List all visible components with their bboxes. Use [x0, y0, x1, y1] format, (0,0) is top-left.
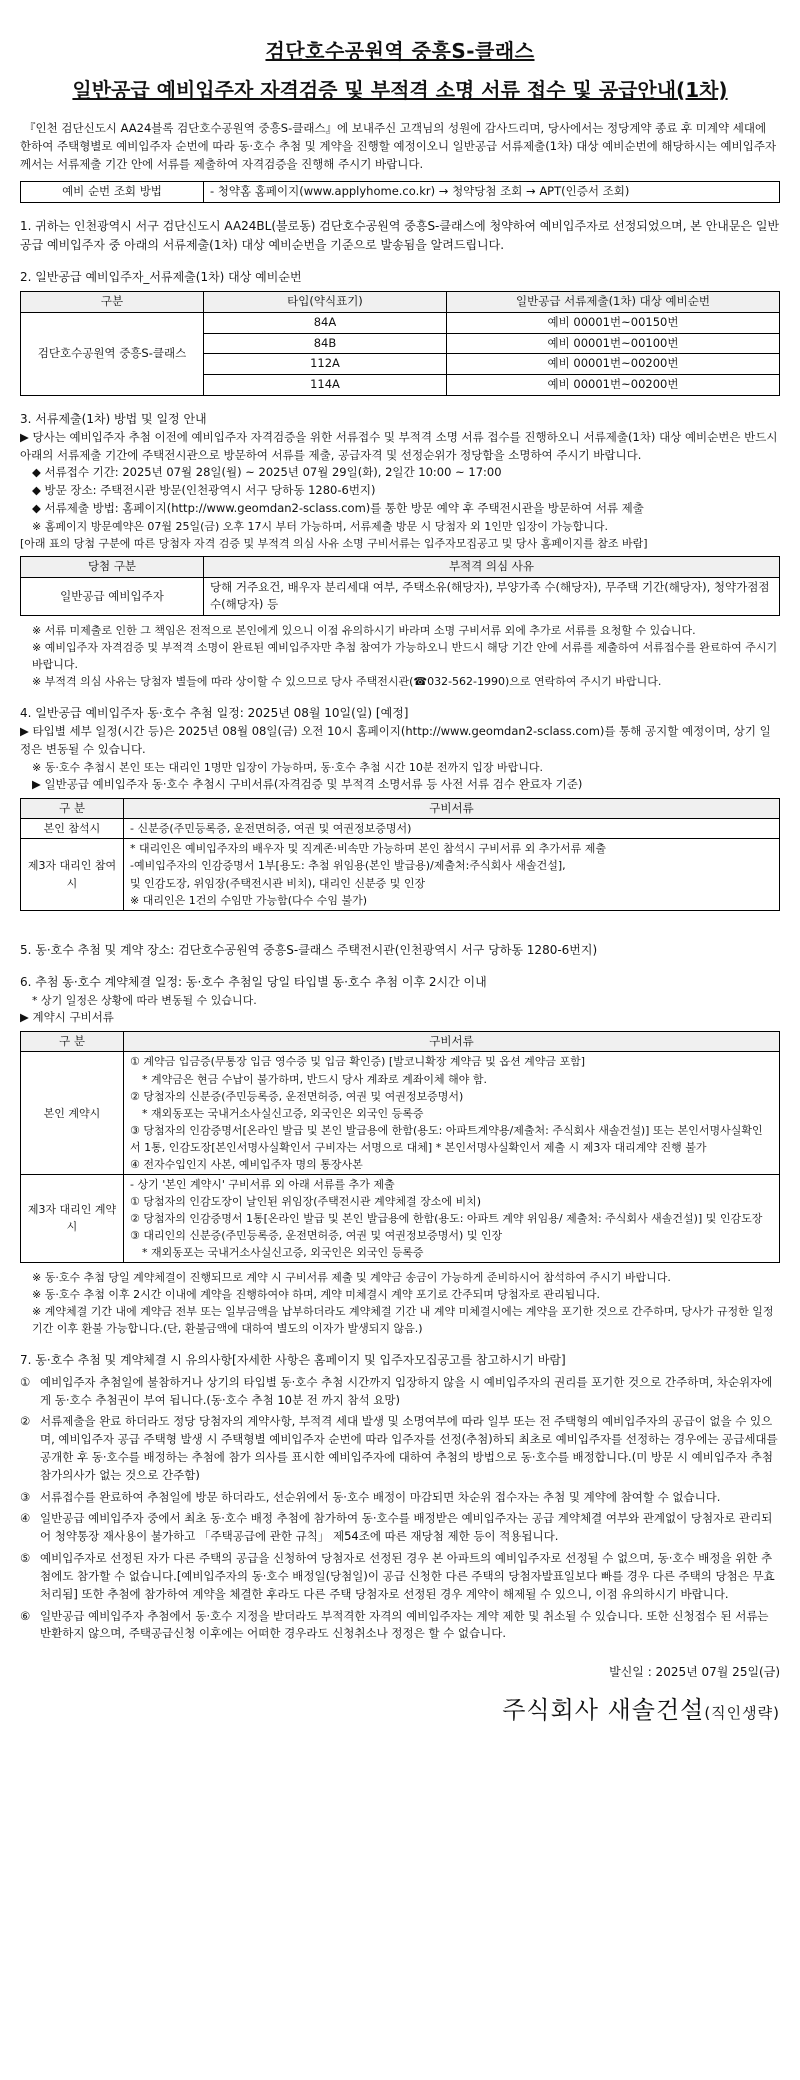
- reservation-note: ※ 홈페이지 방문예약은 07월 25일(금) 오후 17시 부터 가능하며, 서류제출 방문 시 당첨자 외 1인만 입장이 가능합니다.: [32, 519, 609, 533]
- list-number: ④: [20, 1511, 31, 1526]
- reference-note: [아래 표의 당첨 구분에 따른 당첨자 자격 검증 및 부적격 의심 사유 소명 구비서류는 입주자모집공고 및 당사 홈페이지를 참조 바람]: [20, 536, 648, 550]
- table-cell: 84B: [204, 333, 447, 354]
- table-header: 부적격 의심 사유: [204, 556, 780, 577]
- list-text: 서류접수를 완료하여 추첨일에 방문 하더라도, 선순위에서 동·호수 배정이 마감되면 차순위 접수자는 추첨 및 계약에 참여할 수 없습니다.: [40, 1489, 721, 1504]
- table-header: 구 분: [21, 798, 124, 819]
- table-cell: [124, 1052, 780, 1174]
- doc-item: * 재외동포는 국내거소사실신고증, 외국인은 외국인 등록증: [142, 1106, 424, 1120]
- table-cell: 예비 00001번~00150번: [447, 312, 780, 333]
- doc-item: ① 당첨자의 인감도장이 날인된 위임장(주택전시관 계약체결 장소에 비치): [130, 1194, 482, 1208]
- doc-item: ② 당첨자의 신분증(주민등록증, 운전면허증, 여권 및 여권정보증명서): [130, 1089, 464, 1103]
- proxy-line: * 대리인은 예비입주자의 배우자 및 직계존·비속만 가능하며 본인 참석시 구비서류 외 추가서류 제출: [130, 842, 606, 856]
- lookup-label: 예비 순번 조회 방법: [21, 182, 204, 203]
- disqualification-table: [20, 556, 780, 616]
- table-cell: 112A: [204, 354, 447, 375]
- doc-item: ④ 전자수입인지 사본, 예비입주자 명의 통장사본: [130, 1157, 363, 1171]
- note-eligibility: ※ 예비입주자 자격검증 및 부적격 소명이 완료된 예비입주자만 추첨 참여가 가능하오니 반드시 해당 기간 안에 서류를 제출하여 서류접수를 완료하여 주시기 바랍니다.: [32, 641, 778, 672]
- section-3-title: 3. 서류제출(1차) 방법 및 일정 안내: [20, 412, 207, 427]
- issue-date: 발신일 : 2025년 07월 25일(금): [609, 1665, 780, 1680]
- table-cell: 일반공급 예비입주자: [21, 577, 204, 616]
- list-item: [20, 1413, 780, 1484]
- list-text: 예비입주자로 선정된 자가 다른 주택의 공급을 신청하여 당첨자로 선정된 경우 본 아파트의 예비입주자로 선정될 수 없으며, 동·호수 배정을 위한 추첨에도 참가할 수 없습니다.[예비입주자의 동·호수 배정일(당첨일)이 공급 신청한 다른 주택의 당첨자발표일보다 빠를 경우 다른 주택의 당첨은 무효 처리됨] 또한 추첨에 참가하여 계약을 체결한 후라도 다른 주택 당첨자로 선정된 경우 계약이 해제될 수 있으니, 이점 유의하시기 바랍니다.: [40, 1551, 775, 1601]
- lottery-docs-heading: ▶ 일반공급 예비입주자 동·호수 추첨시 구비서류(자격검증 및 부적격 소명서류 등 사전 서류 검수 완료자 기준): [32, 776, 583, 791]
- table-cell: [124, 1174, 780, 1262]
- lookup-table: [20, 181, 780, 203]
- schedule-notice: ▶ 타입별 세부 일정(시간 등)은 2025년 08월 08일(금) 오전 10시 홈페이지(http://www.geomdan2-sclass.com)를 통해 공지할 예정이며, 상기 일정은 변동될 수 있습니다.: [20, 724, 771, 756]
- contract-deadline-note: ※ 동·호수 추첨 이후 2시간 이내에 계약을 진행하여야 하며, 계약 미체결시 계약 포기로 간주되며 당첨자로 관리됩니다.: [32, 1288, 600, 1302]
- section-5: 5. 동·호수 추첨 및 계약 장소: 검단호수공원역 중흥S-클래스 주택전시관(인천광역시 서구 당하동 1280-6번지): [20, 942, 598, 957]
- section-4-title: 4. 일반공급 예비입주자 동·호수 추첨 일정: 2025년 08월 10일(일) [예정]: [20, 706, 409, 721]
- list-number: ①: [20, 1374, 31, 1389]
- table-cell: 예비 00001번~00200번: [447, 354, 780, 375]
- contract-docs-heading: ▶ 계약시 구비서류: [20, 1009, 114, 1024]
- list-item: [20, 1608, 780, 1644]
- doc-item: ③ 당첨자의 인감증명서[온라인 발급 및 본인 발급용에 한함(용도: 아파트계약용/제출처: 주식회사 새솔건설)] 또는 본인서명사실확인서 1통, 인감도장[본인서명사실확인서 구비자는 서명으로 대체] * 본인서명사실확인서 제출 시 제3자 대리계약 진행 불가: [130, 1123, 763, 1154]
- lookup-value: - 청약홈 홈페이지(www.applyhome.co.kr) → 청약당첨 조회 → APT(인증서 조회): [204, 182, 780, 203]
- schedule-change-note: * 상기 일정은 상황에 따라 변동될 수 있습니다.: [32, 993, 257, 1007]
- list-number: ②: [20, 1414, 31, 1429]
- table-cell: - 신분증(주민등록증, 운전면허증, 여권 및 여권정보증명서): [124, 819, 780, 839]
- table-cell: 84A: [204, 312, 447, 333]
- refund-note: ※ 계약체결 기간 내에 계약금 전부 또는 일부금액을 납부하더라도 계약체결 기간 내 계약 미체결시에는 계약을 포기한 것으로 간주하며, 당사가 규정한 일정기간 이후 환불 가능합니다.(단, 환불금액에 대하여 별도의 이자가 발생되지 않음.): [32, 1305, 774, 1336]
- list-item: [20, 1489, 780, 1507]
- table-cell: 예비 00001번~00200번: [447, 375, 780, 396]
- section-6-title: 6. 추첨 동·호수 계약체결 일정: 동·호수 추첨일 당일 타입별 동·호수 추첨 이후 2시간 이내: [20, 975, 487, 990]
- proxy-line: 및 인감도장, 위임장(주택전시관 비치), 대리인 신분증 및 인장: [130, 876, 426, 890]
- lottery-docs-table: [20, 798, 780, 911]
- contract-note: ※ 동·호수 추첨 당일 계약체결이 진행되므로 계약 시 구비서류 제출 및 계약금 송금이 가능하게 준비하시어 참석하여 주시기 바랍니다.: [32, 1271, 671, 1285]
- table-cell: 예비 00001번~00100번: [447, 333, 780, 354]
- table-header: 일반공급 서류제출(1차) 대상 예비순번: [447, 292, 780, 313]
- list-number: ⑤: [20, 1551, 31, 1566]
- page-subtitle: 일반공급 예비입주자 자격검증 및 부적격 소명 서류 접수 및 공급안내(1차): [72, 78, 728, 102]
- notice-page: [20, 0, 780, 1729]
- list-text: 서류제출을 완료 하더라도 정당 당첨자의 계약사항, 부적격 세대 발생 및 소명여부에 따라 일부 또는 전 주택형의 예비입주자의 공급이 없을 수 있으며, 예비입주자 공급 주택형 발생 시 주택형별 예비입주자 순번에 따라 입주자를 선정(추첨)하되 최초로 예비입주자를 선정하는 경우에는 공급세대를 공개한 후 동·호수를 배정하는 추첨에 참가 의사를 표시한 예비입주자에 대하여 추첨의 방법으로 동·호수를 배정합니다.(미 방문 시 예비입주자 추첨 참가의사가 없는 것으로 간주함): [40, 1414, 778, 1482]
- section-3-paragraph: ▶ 당사는 예비입주자 추첨 이전에 예비입주자 자격검증을 위한 서류접수 및 부적격 소명 서류 접수를 진행하오니 서류제출(1차) 대상 예비순번은 반드시 아래의 서류제출 기간에 주택전시관으로 방문하여 서류를 제출, 공급자격 및 선정순위가 정당함을 소명하여 주시기 바랍니다.: [20, 429, 778, 462]
- list-text: 일반공급 예비입주자 추첨에서 동·호수 지정을 받더라도 부적격한 자격의 예비입주자는 계약 제한 및 취소될 수 있습니다. 또한 신청접수 된 서류는 반환하지 않으며, 주택공급신청 이후에는 어떠한 경우라도 신청취소나 정정은 할 수 없습니다.: [40, 1608, 769, 1641]
- table-header: 타입(약식표기): [204, 292, 447, 313]
- proxy-line: ※ 대리인은 1건의 수임만 가능함(다수 수임 불가): [130, 893, 368, 907]
- section-2-title: 2. 일반공급 예비입주자_서류제출(1차) 대상 예비순번: [20, 270, 302, 285]
- table-header: 구비서류: [124, 1031, 780, 1052]
- entry-note: ※ 동·호수 추첨시 본인 또는 대리인 1명만 입장이 가능하며, 동·호수 추첨 시간 10분 전까지 입장 바랍니다.: [32, 760, 544, 774]
- list-number: ⑥: [20, 1608, 31, 1623]
- doc-item: * 계약금은 현금 수납이 불가하며, 반드시 당사 계좌로 계좌이체 해야 함.: [142, 1072, 487, 1086]
- table-cell: [124, 839, 780, 910]
- company-name: 주식회사 새솔건설: [502, 1695, 705, 1724]
- seal-omitted: (직인생략): [704, 1703, 780, 1722]
- list-item: [20, 1550, 780, 1603]
- table-cell: 제3자 대리인 계약시: [21, 1174, 124, 1262]
- complex-name: 검단호수공원역 중흥S-클래스: [21, 312, 204, 395]
- waitlist-range-table: [20, 291, 780, 396]
- table-header: 구 분: [21, 1031, 124, 1052]
- list-text: 일반공급 예비입주자 중에서 최초 동·호수 배정 추첨에 참가하여 동·호수를 배정받은 예비입주자는 공급 계약체결 여부와 관계없이 당첨자로 관리되어 청약통장 재사용이 불가하고 「주택공급에 관한 규칙」 제54조에 따른 재당첨 제한 등이 적용됩니다.: [40, 1511, 773, 1544]
- table-header: 구분: [21, 292, 204, 313]
- submission-period: ◆ 서류접수 기간: 2025년 07월 28일(월) ~ 2025년 07월 29일(화), 2일간 10:00 ~ 17:00: [32, 465, 502, 480]
- doc-item: ③ 대리인의 신분증(주민등록증, 운전면허증, 여권 및 여권정보증명서) 및 인장: [130, 1228, 503, 1242]
- note-contact: ※ 부적격 의심 사유는 당첨자 별들에 따라 상이할 수 있으므로 당사 주택전시관(☎032-562-1990)으로 연락하여 주시기 바랍니다.: [32, 675, 662, 689]
- list-item: [20, 1374, 780, 1410]
- doc-item: ① 계약금 입금증(무통장 입금 영수증 및 입금 확인증) [발코니확장 계약금 및 옵션 계약금 포함]: [130, 1055, 586, 1069]
- doc-item: * 재외동포는 국내거소사실신고증, 외국인은 외국인 등록증: [142, 1245, 424, 1259]
- table-cell: 제3자 대리인 참여시: [21, 839, 124, 910]
- section-7-title: 7. 동·호수 추첨 및 계약체결 시 유의사항[자세한 사항은 홈페이지 및 입주자모집공고를 참고하시기 바람]: [20, 1353, 566, 1368]
- table-cell: 114A: [204, 375, 447, 396]
- note-responsibility: ※ 서류 미제출로 인한 그 책임은 전적으로 본인에게 있으니 이점 유의하시기 바라며 소명 구비서류 외에 추가로 서류를 요청할 수 있습니다.: [32, 624, 696, 638]
- company-signature: [20, 1692, 780, 1729]
- page-title: 검단호수공원역 중흥S-클래스: [265, 39, 535, 63]
- intro-paragraph: 『인천 검단신도시 AA24블록 검단호수공원역 중흥S-클래스』에 보내주신 고객님의 성원에 감사드리며, 당사에서는 정당계약 종료 후 미계약 세대에 한하여 주택형별로 예비입주자 순번에 따라 동·호수 추첨 및 계약을 진행할 예정이오니 일반공급 서류제출(1차) 대상 예비순번에 해당하시는 예비입주자께서는 서류제출 기간 안에 서류를 제출하여 자격검증을 진행해 주시기 바랍니다.: [20, 121, 777, 171]
- table-cell: 본인 계약시: [21, 1052, 124, 1174]
- doc-item: ② 당첨자의 인감증명서 1통[온라인 발급 및 본인 발급용에 한함(용도: 아파트 계약 위임용/ 제출처: 주식회사 새솔건설)] 및 인감도장: [130, 1211, 763, 1225]
- contract-docs-table: [20, 1031, 780, 1263]
- section-1: 1. 귀하는 인천광역시 서구 검단신도시 AA24BL(불로동) 검단호수공원역 중흥S-클래스에 청약하여 예비입주자로 선정되었으며, 본 안내문은 일반공급 예비입주자 중 아래의 서류제출(1차) 대상 예비순번을 기준으로 발송됨을 알려드립니다.: [20, 219, 780, 252]
- table-cell: 당해 거주요건, 배우자 분리세대 여부, 주택소유(해당자), 부양가족 수(해당자), 무주택 기간(해당자), 청약가점점수(해당자) 등: [204, 577, 780, 616]
- doc-item: - 상기 '본인 계약시' 구비서류 외 아래 서류를 추가 제출: [130, 1177, 395, 1191]
- list-text: 예비입주자 추첨일에 불참하거나 상기의 타입별 동·호수 추첨 시간까지 입장하지 않을 시 예비입주자의 권리를 포기한 것으로 간주하며, 차순위자에게 동·호수 추첨권이 부여 됩니다.(동·호수 추첨 10분 전 까지 참석 요망): [40, 1374, 773, 1407]
- visit-location: ◆ 방문 장소: 주택전시관 방문(인천광역시 서구 당하동 1280-6번지): [32, 483, 376, 498]
- list-item: [20, 1510, 780, 1546]
- table-header: 당첨 구분: [21, 556, 204, 577]
- list-number: ③: [20, 1489, 31, 1504]
- proxy-line: -예비입주자의 인감증명서 1부[용도: 추첨 위임용(본인 발급용)/제출처:주식회사 새솔건설],: [130, 859, 566, 873]
- submission-method: ◆ 서류제출 방법: 홈페이지(http://www.geomdan2-sclass.com)를 통한 방문 예약 후 주택전시관을 방문하여 서류 제출: [32, 500, 644, 515]
- table-cell: 본인 참석시: [21, 819, 124, 839]
- table-header: 구비서류: [124, 798, 780, 819]
